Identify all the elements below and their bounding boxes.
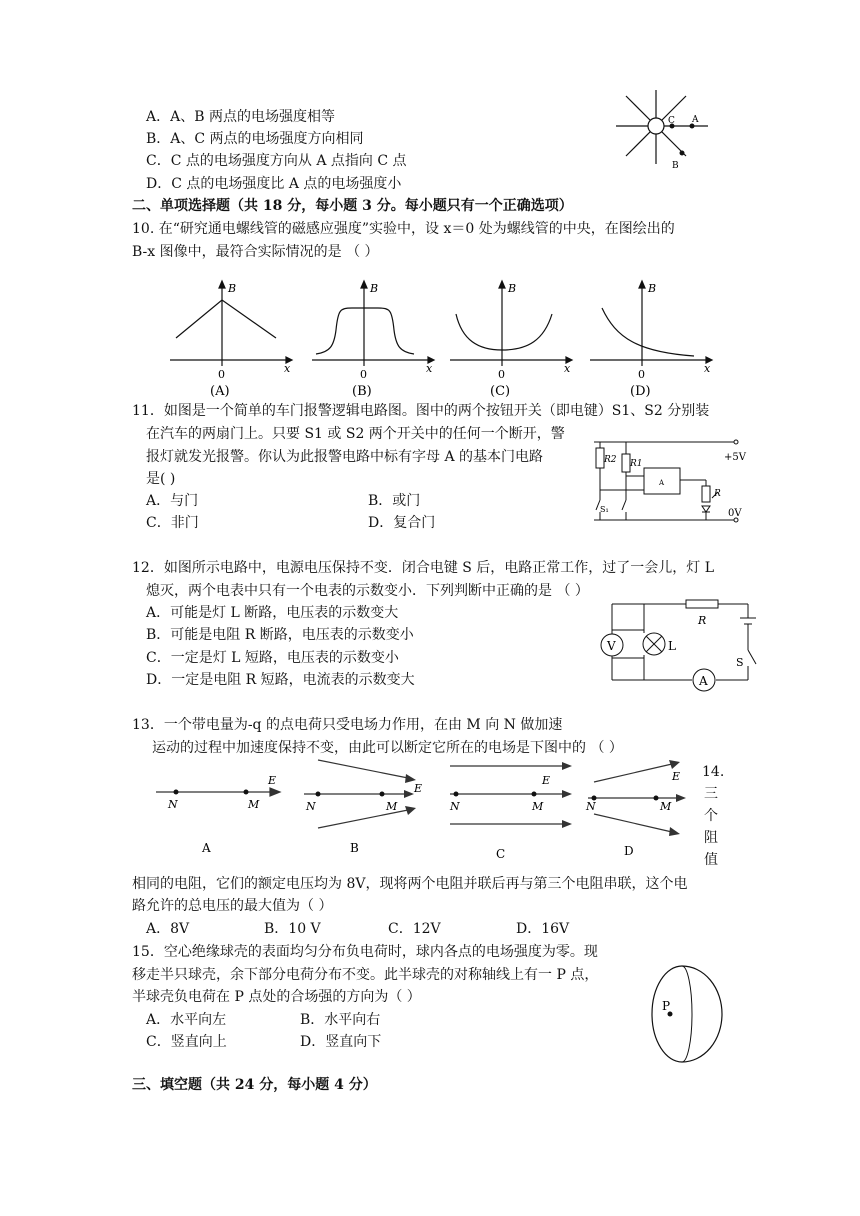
q10-b-origin: 0	[360, 368, 367, 381]
q9-option-b: B．A、C 两点的电场强度方向相同	[146, 131, 364, 147]
q9-label-c: C	[668, 116, 675, 126]
q15-option-c: C．竖直向上	[146, 1034, 227, 1050]
q11-circuit	[584, 434, 752, 528]
q9-label-a: A	[692, 115, 699, 125]
q12-option-d: D．一定是电阻 R 短路，电流表的示数变大	[146, 672, 415, 688]
q11-s-label: S₁	[600, 505, 609, 514]
q9-option-a: A．A、B 两点的电场强度相等	[146, 109, 335, 125]
q11-gate-label: A	[659, 479, 665, 487]
q14-option-b: B．10 V	[264, 921, 321, 937]
q10-a-ylabel: B	[228, 282, 237, 295]
q13-figure-a	[150, 770, 290, 860]
q15-option-b: B．水平向右	[300, 1012, 381, 1028]
q15-line1: 15．空心绝缘球壳的表面均匀分布负电荷时，球内各点的电场强度为零。现	[132, 944, 598, 960]
q13-a-label: A	[202, 841, 211, 855]
q11-r-label: R	[714, 489, 721, 499]
q13-figure-c	[444, 756, 584, 864]
q11-option-d: D．复合门	[368, 515, 436, 531]
q13-b-n: N	[306, 800, 316, 813]
q10-graph-c	[444, 278, 576, 400]
q10-c-label: (C)	[490, 384, 511, 399]
q13-b-m: M	[386, 800, 398, 813]
q13-d-m: M	[660, 800, 672, 813]
q10-d-ylabel: B	[648, 282, 657, 295]
q14-line2: 路允许的总电压的最大值为（ ）	[132, 898, 333, 914]
q15-option-a: A．水平向左	[146, 1012, 227, 1028]
q12-line2: 熄灭，两个电表中只有一个电表的示数变小．下列判断中正确的是 （ ）	[146, 583, 589, 599]
q12-line1: 12．如图所示电路中，电源电压保持不变．闭合电键 S 后，电路正常工作，过了一会儿，灯 L	[132, 560, 715, 576]
q14-line1: 相同的电阻，它们的额定电压均为 8V，现将两个电阻并联后再与第三个电阻串联，这个电	[132, 876, 688, 892]
q10-b-label: (B)	[352, 384, 372, 399]
q12-option-a: A．可能是灯 L 断路，电压表的示数变大	[146, 605, 399, 621]
q12-ammeter-label: A	[699, 674, 708, 688]
q13-line1: 13．一个带电量为-q 的点电荷只受电场力作用，在由 M 向 N 做加速	[132, 717, 563, 733]
q12-r-label: R	[698, 614, 707, 627]
q15-line3: 半球壳负电荷在 P 点处的合场强的方向为（ ）	[132, 989, 421, 1005]
q13-c-m: M	[532, 800, 544, 813]
q13-c-n: N	[450, 800, 460, 813]
q9-label-b: B	[672, 161, 679, 171]
q13-a-m: M	[248, 798, 260, 811]
q12-s-label: S	[736, 656, 744, 669]
q12-option-c: C．一定是灯 L 短路，电压表的示数变小	[146, 650, 399, 666]
q10-b-xlabel: x	[426, 362, 433, 375]
q11-line1: 11．如图是一个简单的车门报警逻辑电路图。图中的两个按钮开关（即电键）S1、S2 分别装	[132, 403, 710, 419]
q11-option-a: A．与门	[146, 493, 199, 509]
q11-r1-label: R1	[630, 459, 643, 469]
q10-d-label: (D)	[630, 384, 651, 399]
q15-line2: 移走半只球壳，余下部分电荷分布不变。此半球壳的对称轴线上有一 P 点，	[132, 967, 599, 983]
q13-b-label: B	[350, 841, 359, 855]
q14-vertical-1: 三	[704, 786, 718, 802]
q10-c-ylabel: B	[508, 282, 517, 295]
q10-c-xlabel: x	[564, 362, 571, 375]
q14-vertical-2: 个	[704, 808, 718, 824]
q10-a-xlabel: x	[284, 362, 291, 375]
q11-option-c: C．非门	[146, 515, 199, 531]
q10-graph-b	[306, 278, 438, 400]
q14-vertical-4: 值	[704, 852, 718, 868]
q13-c-label: C	[496, 847, 506, 861]
q14-option-a: A．8V	[146, 921, 190, 937]
q9-option-d: D．C 点的电场强度比 A 点的电场强度小	[146, 176, 402, 192]
q10-line1: 10. 在“研究通电螺线管的磁感应强度”实验中，设 x＝0 处为螺线管的中央，在图绘出的	[132, 221, 675, 237]
q13-a-e: E	[268, 774, 277, 787]
q13-b-e: E	[414, 782, 423, 795]
q13-c-e: E	[542, 774, 551, 787]
q13-figure-d	[584, 756, 696, 862]
q10-line2: B-x 图像中，最符合实际情况的是 （ ）	[132, 244, 379, 260]
q11-r2-label: R2	[604, 455, 617, 465]
q13-line2: 运动的过程中加速度保持不变，由此可以断定它所在的电场是下图中的 （ ）	[152, 740, 623, 756]
q11-line4: 是( )	[146, 471, 176, 487]
q12-option-b: B．可能是电阻 R 断路，电压表的示数变小	[146, 627, 414, 643]
q11-line3: 报灯就发光报警。你认为此报警电路中标有字母 A 的基本门电路	[146, 449, 544, 465]
q11-plus5-label: +5V	[724, 452, 746, 463]
q11-zero-label: 0V	[728, 508, 742, 519]
q10-graph-d	[584, 278, 716, 400]
q14-vertical-3: 阻	[704, 830, 718, 846]
q15-p-label: P	[662, 999, 671, 1013]
q15-hemisphere-figure	[646, 962, 730, 1066]
q10-c-origin: 0	[498, 368, 505, 381]
section3-heading: 三、填空题（共 24 分，每小题 4 分）	[132, 1077, 377, 1093]
section2-heading: 二、单项选择题（共 18 分，每小题 3 分。每小题只有一个正确选项）	[132, 198, 573, 214]
q10-d-xlabel: x	[704, 362, 711, 375]
q10-b-ylabel: B	[370, 282, 379, 295]
q13-d-e: E	[672, 770, 681, 783]
q10-graph-a	[164, 278, 296, 400]
q13-a-n: N	[168, 798, 178, 811]
q9-field-figure	[612, 88, 712, 171]
q11-option-b: B．或门	[368, 493, 421, 509]
q14-option-d: D．16V	[516, 921, 570, 937]
q14-vertical-0: 14.	[702, 764, 725, 780]
q13-d-label: D	[624, 844, 634, 858]
q10-a-origin: 0	[218, 368, 225, 381]
q10-a-label: (A)	[210, 384, 230, 399]
q13-figure-b	[298, 756, 434, 860]
q11-line2: 在汽车的两扇门上。只要 S1 或 S2 两个开关中的任何一个断开，警	[146, 426, 565, 442]
q9-option-c: C．C 点的电场强度方向从 A 点指向 C 点	[146, 153, 407, 169]
q12-voltmeter-label: V	[607, 639, 616, 653]
q10-d-origin: 0	[638, 368, 645, 381]
q14-option-c: C．12V	[388, 921, 441, 937]
q12-circuit	[598, 596, 756, 694]
q13-d-n: N	[586, 800, 596, 813]
q15-option-d: D．竖直向下	[300, 1034, 382, 1050]
q12-lamp-label: L	[668, 639, 676, 653]
